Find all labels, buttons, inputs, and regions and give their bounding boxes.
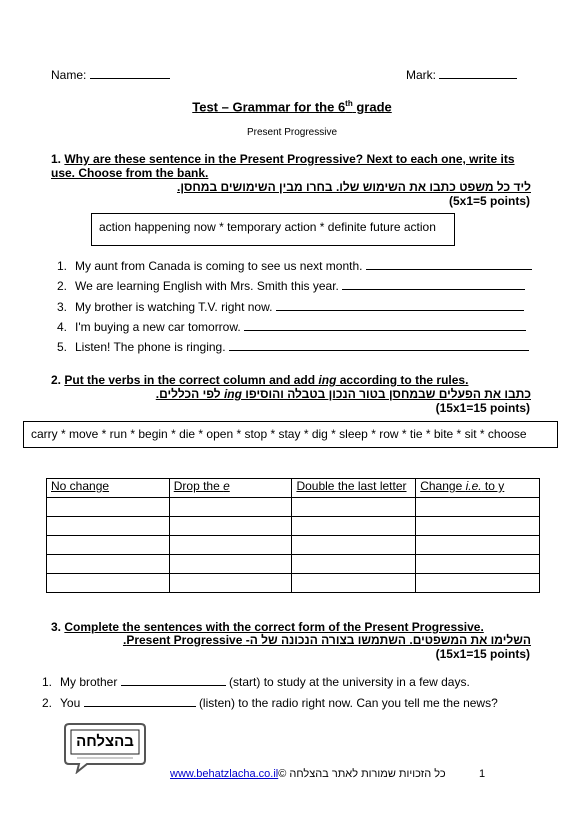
section3-number: 3.	[51, 620, 62, 634]
list-item	[57, 258, 532, 273]
answer-blank[interactable]	[84, 695, 196, 707]
logo-text: בהצלחה	[76, 733, 134, 750]
behatzlacha-logo	[63, 722, 147, 774]
section3-points: (15x1=15 points)	[435, 647, 530, 661]
section2-points: (15x1=15 points)	[435, 401, 530, 415]
column-header	[416, 479, 540, 498]
item-number: 3.	[57, 300, 68, 314]
list-item	[57, 299, 524, 314]
table-row	[47, 574, 540, 593]
table-cell[interactable]	[169, 498, 292, 517]
section2-text-b: according to the rules.	[336, 373, 469, 387]
table-cell[interactable]	[169, 536, 292, 555]
name-field	[51, 67, 170, 82]
column-header-text: Double the last letter	[296, 479, 407, 493]
column-header-text-em: i.e.	[465, 479, 482, 493]
section2-number: 2.	[51, 373, 62, 387]
answer-blank[interactable]	[121, 674, 226, 686]
table-cell[interactable]	[292, 555, 416, 574]
section1-number: 1.	[51, 152, 62, 166]
section1-instruction	[51, 152, 521, 180]
list-item	[57, 278, 525, 293]
answer-blank[interactable]	[366, 258, 532, 270]
list-item	[42, 674, 470, 689]
section2-text-em: ing	[318, 373, 337, 387]
list-item	[57, 319, 526, 334]
table-cell[interactable]	[416, 517, 540, 536]
footer-link[interactable]: www.behatzlacha.co.il	[170, 768, 279, 780]
item-text: We are learning English with Mrs. Smith this year.	[75, 279, 339, 293]
section3-text: Complete the sentences with the correct form of the Present Progressive.	[64, 620, 484, 634]
answer-blank[interactable]	[276, 299, 524, 311]
section1-hebrew: ליד כל משפט כתבו את השימוש שלו. בחרו מבין השימושים במחסן.	[177, 180, 531, 194]
item-number: 2.	[42, 696, 53, 710]
column-header-text-b: to y	[481, 479, 505, 493]
table-cell[interactable]	[416, 555, 540, 574]
footer-line	[170, 768, 446, 780]
column-header	[292, 479, 416, 498]
table-row	[47, 517, 540, 536]
column-header-text-em: e	[223, 479, 230, 493]
item-text: Listen! The phone is ringing.	[75, 340, 226, 354]
item-number: 1.	[42, 675, 53, 689]
mark-blank[interactable]	[439, 67, 517, 79]
table-cell[interactable]	[169, 574, 292, 593]
item-text-b: (start) to study at the university in a few days.	[229, 675, 470, 689]
table-cell[interactable]	[292, 574, 416, 593]
page-number: 1	[479, 768, 486, 780]
column-header-text	[174, 479, 230, 493]
section2-hebrew-em: ing	[223, 387, 242, 401]
section2-instruction	[51, 373, 468, 387]
word-bank-2-text: carry * move * run * begin * die * open * stop * stay * dig * sleep * row * tie * bite * sit * choose	[31, 427, 527, 441]
table-cell[interactable]	[416, 574, 540, 593]
title-prefix: Test – Grammar for the 6	[192, 99, 346, 115]
footer-copyright: כל הזכויות שמורות לאתר בהצלחה ©	[278, 768, 446, 780]
answer-blank[interactable]	[229, 339, 529, 351]
column-header-text: No change	[51, 479, 110, 493]
verb-table	[46, 478, 540, 593]
mark-label: Mark:	[406, 68, 436, 82]
page-title	[0, 99, 584, 114]
section2-hebrew-b: לפי הכללים.	[155, 387, 224, 401]
mark-field	[406, 67, 517, 82]
column-header	[47, 479, 170, 498]
item-text: My aunt from Canada is coming to see us next month.	[75, 259, 363, 273]
section3-instruction	[51, 620, 484, 634]
table-cell[interactable]	[169, 555, 292, 574]
table-row	[47, 536, 540, 555]
table-cell[interactable]	[416, 536, 540, 555]
section2-hebrew	[150, 387, 531, 401]
section2-hebrew-a: כתבו את הפעלים שבמחסן בטור הנכון בטבלה והוסיפו	[241, 387, 531, 401]
table-cell[interactable]	[47, 574, 170, 593]
title-sup: th	[345, 99, 353, 108]
column-header-text-a: Drop the	[173, 479, 224, 493]
section2-text-a: Put the verbs in the correct column and add	[64, 373, 319, 387]
section1-text: Why are these sentence in the Present Progressive? Next to each one, write its use. Choose from the bank.	[51, 152, 515, 180]
table-cell[interactable]	[169, 517, 292, 536]
page-subtitle: Present Progressive	[246, 127, 338, 138]
section1-points: (5x1=5 points)	[448, 194, 530, 208]
column-header-text-a: Change	[420, 479, 466, 493]
answer-blank[interactable]	[244, 319, 526, 331]
item-text-a: You	[60, 696, 81, 710]
table-cell[interactable]	[47, 517, 170, 536]
item-number: 2.	[57, 279, 68, 293]
section2-text	[64, 373, 468, 387]
name-label: Name:	[51, 68, 87, 82]
table-row	[47, 555, 540, 574]
section3-hebrew: השלימו את המשפטים. השתמשו בצורה הנכונה של ה- Present Progressive.	[122, 633, 531, 647]
list-item	[57, 339, 529, 354]
list-item	[42, 695, 498, 710]
item-number: 5.	[57, 340, 68, 354]
table-header-row	[47, 479, 540, 498]
table-cell[interactable]	[47, 536, 170, 555]
item-number: 1.	[57, 259, 68, 273]
item-text-a: My brother	[60, 675, 118, 689]
name-blank[interactable]	[90, 67, 170, 79]
table-cell[interactable]	[47, 555, 170, 574]
table-cell[interactable]	[292, 498, 416, 517]
answer-blank[interactable]	[342, 278, 525, 290]
item-text-b: (listen) to the radio right now. Can you tell me the news?	[198, 696, 498, 710]
table-cell[interactable]	[292, 536, 416, 555]
item-number: 4.	[57, 320, 68, 334]
table-row	[47, 498, 540, 517]
word-bank-2	[23, 421, 558, 448]
item-text: I'm buying a new car tomorrow.	[75, 320, 241, 334]
title-suffix: grade	[352, 99, 392, 115]
table-cell[interactable]	[292, 517, 416, 536]
word-bank-1-text: action happening now * temporary action * definite future action	[99, 220, 436, 234]
column-header	[169, 479, 292, 498]
word-bank-1	[91, 213, 455, 246]
table-cell[interactable]	[416, 498, 540, 517]
item-text: My brother is watching T.V. right now.	[75, 300, 273, 314]
column-header-text	[420, 479, 504, 493]
table-cell[interactable]	[47, 498, 170, 517]
